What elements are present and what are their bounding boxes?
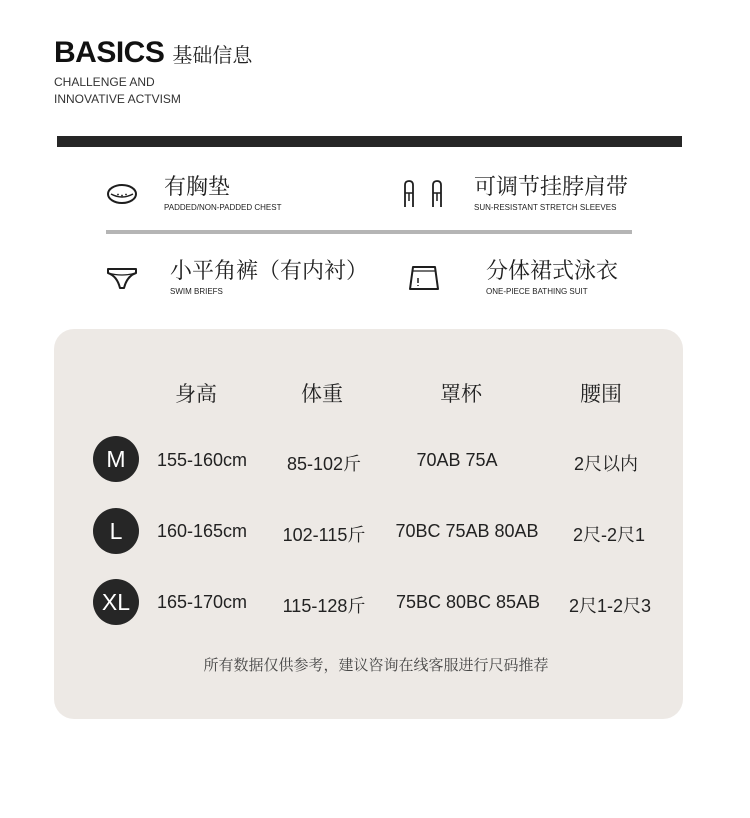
header-title-row (54, 36, 252, 70)
feature-padded-chest (102, 175, 282, 212)
brand-title: BASICS (54, 36, 165, 69)
header-subtitle (54, 74, 252, 108)
feature-label-cn: 可调节挂脖肩带 (474, 175, 629, 200)
height-cell: 155-160cm (156, 450, 248, 470)
waist-cell: 2尺1-2尺3 (568, 596, 652, 616)
top-divider-bar (57, 136, 682, 147)
weight-cell: 85-102斤 (286, 454, 362, 474)
skirt-icon (404, 261, 444, 295)
waist-cell: 2尺-2尺1 (572, 525, 646, 545)
subtitle-line-2: INNOVATIVE ACTVISM (54, 92, 181, 106)
size-badge-m: M (93, 436, 139, 482)
size-badge-xl: XL (93, 579, 139, 625)
column-header-cup: 罩杯 (440, 382, 482, 406)
feature-halter-strap (398, 175, 628, 212)
middle-divider (106, 230, 632, 234)
subtitle-line-1: CHALLENGE AND (54, 75, 155, 89)
weight-cell: 102-115斤 (282, 525, 366, 545)
feature-label-cn: 小平角裤（有内衬） (170, 259, 369, 284)
height-cell: 160-165cm (156, 521, 248, 541)
weight-cell: 115-128斤 (282, 596, 366, 616)
feature-label-en: SWIM BRIEFS (170, 287, 223, 296)
waist-cell: 2尺以内 (573, 454, 639, 474)
padded-chest-icon (102, 177, 142, 211)
cup-cell: 70BC 75AB 80AB (395, 521, 539, 541)
section-title-cn: 基础信息 (172, 43, 253, 67)
column-header-waist: 腰围 (580, 382, 622, 406)
feature-label-en: ONE-PIECE BATHING SUIT (486, 287, 588, 296)
feature-label-cn: 有胸垫 (164, 175, 231, 200)
feature-label-en: SUN-RESISTANT STRETCH SLEEVES (474, 203, 617, 212)
column-header-weight: 体重 (301, 382, 343, 406)
header (54, 36, 252, 108)
cup-cell: 75BC 80BC 85AB (395, 592, 541, 612)
feature-swim-briefs (102, 259, 368, 296)
height-cell: 165-170cm (156, 592, 248, 612)
cup-cell: 70AB 75A (416, 450, 498, 470)
feature-label-en: PADDED/NON-PADDED CHEST (164, 203, 282, 212)
swim-briefs-icon (102, 261, 142, 295)
size-disclaimer-note: 所有数据仅供参考，建议咨询在线客服进行尺码推荐 (203, 656, 549, 674)
feature-label-cn: 分体裙式泳衣 (486, 259, 619, 284)
size-badge-l: L (93, 508, 139, 554)
column-header-height: 身高 (175, 382, 217, 406)
feature-skirt-swimsuit (404, 259, 618, 296)
shoulder-strap-icon (398, 177, 452, 211)
